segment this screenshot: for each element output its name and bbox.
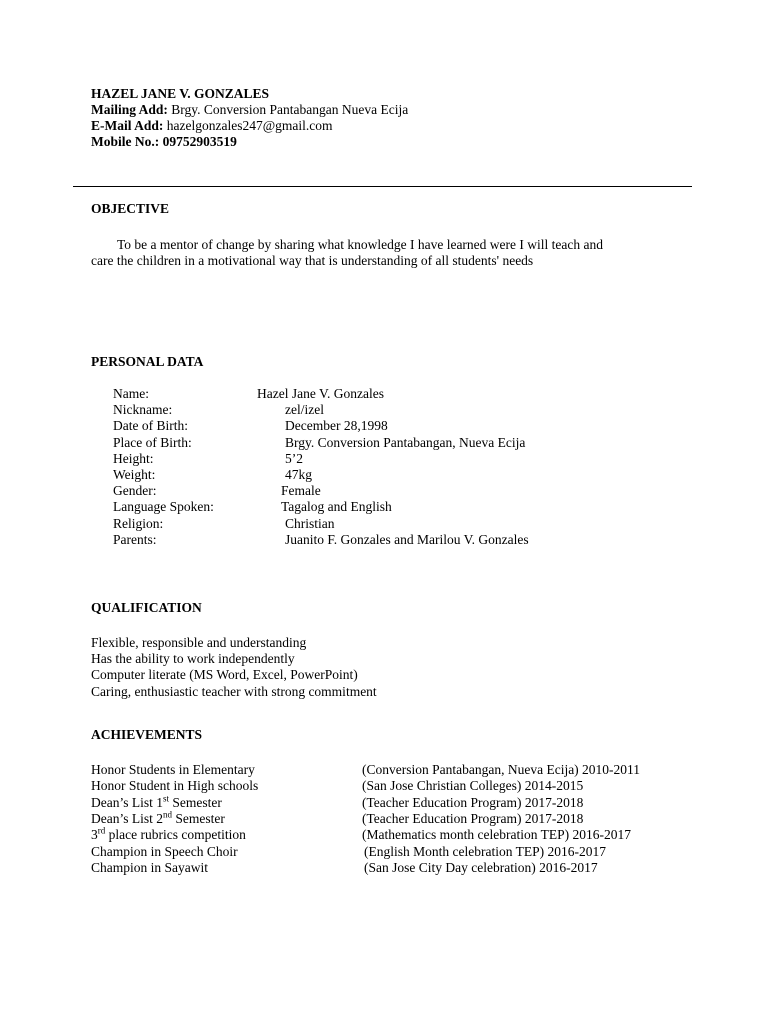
qualification-item: Has the ability to work independently [91, 651, 295, 667]
achievement-title: Champion in Speech Choir [91, 843, 238, 859]
personal-value: Christian [285, 515, 335, 531]
qualification-item: Flexible, responsible and understanding [91, 635, 307, 650]
email-label: E-Mail Add: [91, 118, 164, 133]
objective-line-1: To be a mentor of change by sharing what knowledge I have learned were I will teach and [117, 237, 603, 252]
personal-value: Juanito F. Gonzales and Marilou V. Gonzales [285, 531, 529, 547]
personal-label: Language Spoken: [113, 499, 214, 515]
personal-value: December 28,1998 [285, 418, 388, 434]
personal-value: Brgy. Conversion Pantabangan, Nueva Ecija [285, 434, 526, 450]
personal-value: 5’2 [285, 450, 303, 466]
personal-label: Weight: [113, 467, 156, 482]
personal-label: Date of Birth: [113, 418, 188, 434]
objective-heading: OBJECTIVE [91, 201, 170, 216]
achievements-heading: ACHIEVEMENTS [91, 727, 203, 742]
achievement-detail: (San Jose Christian Colleges) 2014-2015 [362, 778, 584, 794]
achievement-title: Dean’s List 1st Semester [91, 793, 222, 810]
mailing-value: Brgy. Conversion Pantabangan Nueva Ecija [171, 102, 409, 117]
personal-value: 47kg [285, 467, 312, 482]
qualification-item: Computer literate (MS Word, Excel, PowerPoint) [91, 667, 358, 683]
achievement-detail: (Mathematics month celebration TEP) 2016-2017 [362, 827, 631, 843]
achievement-detail: (Conversion Pantabangan, Nueva Ecija) 2010-2011 [362, 762, 641, 777]
personal-label: Parents: [113, 531, 157, 547]
achievement-title: Dean’s List 2nd Semester [91, 809, 225, 826]
applicant-name: HAZEL JANE V. GONZALES [91, 86, 270, 101]
achievement-title: Honor Student in High schools [91, 778, 259, 794]
achievement-detail: (Teacher Education Program) 2017-2018 [362, 810, 584, 826]
objective-line-2: care the children in a motivational way that is understanding of all students' needs [91, 253, 534, 268]
mobile-value: 09752903519 [162, 134, 237, 149]
personal-label: Name: [113, 386, 149, 401]
personal-value: Female [281, 483, 321, 499]
mobile-number [91, 134, 237, 150]
achievement-title: Champion in Sayawit [91, 859, 208, 875]
personal-label: Religion: [113, 515, 164, 531]
personal-label: Nickname: [113, 402, 173, 418]
personal-value: Hazel Jane V. Gonzales [257, 386, 384, 401]
achievement-detail: (Teacher Education Program) 2017-2018 [362, 794, 584, 810]
qualification-heading: QUALIFICATION [91, 600, 202, 615]
achievement-title: Honor Students in Elementary [91, 762, 255, 777]
personal-label: Gender: [113, 483, 157, 499]
mailing-label: Mailing Add: [91, 102, 168, 117]
achievement-detail: (San Jose City Day celebration) 2016-2017 [364, 859, 598, 875]
mailing-address [91, 102, 408, 118]
achievement-detail: (English Month celebration TEP) 2016-2017 [364, 843, 606, 859]
personal-value: Tagalog and English [281, 499, 392, 515]
qualification-item: Caring, enthusiastic teacher with strong commitment [91, 683, 377, 699]
personal-label: Place of Birth: [113, 434, 192, 450]
personal-value: zel/izel [285, 402, 324, 418]
email-address [91, 118, 333, 134]
achievement-title: 3rd place rubrics competition [91, 825, 246, 843]
mobile-label: Mobile No.: [91, 134, 160, 149]
header-divider [73, 186, 692, 187]
personal-data-heading: PERSONAL DATA [91, 354, 204, 369]
personal-label: Height: [113, 450, 154, 466]
email-value: hazelgonzales247@gmail.com [166, 118, 333, 133]
